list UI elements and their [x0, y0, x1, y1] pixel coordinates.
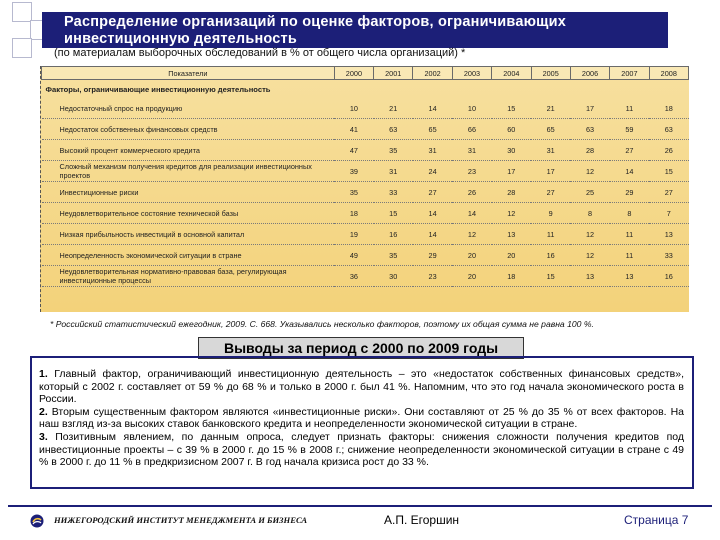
table-cell: 23 [452, 161, 491, 182]
table-cell: 20 [452, 266, 491, 287]
table-cell: 41 [334, 119, 373, 140]
table-cell: 60 [492, 119, 531, 140]
table-cell: 12 [570, 245, 609, 266]
table-cell: 21 [531, 98, 570, 119]
table-cell: 9 [531, 203, 570, 224]
table-cell: 13 [610, 266, 649, 287]
table-cell: 30 [492, 140, 531, 161]
table-cell: 39 [334, 161, 373, 182]
table-cell: 36 [334, 266, 373, 287]
year-header: 2001 [374, 67, 413, 80]
table-cell: 10 [452, 98, 491, 119]
slide-subtitle: (по материалам выборочных обследований в % от общего числа организаций) * [54, 47, 466, 59]
footnote: * Российский статистический ежегодник, 2009. С. 668. Указывались несколько факторов, поэтому их общая сумма не равна 100 %. [50, 319, 594, 329]
table-cell: 11 [610, 245, 649, 266]
table-cell: 11 [610, 98, 649, 119]
table-cell: 15 [492, 98, 531, 119]
table-cell: 13 [570, 266, 609, 287]
table-cell: 11 [531, 224, 570, 245]
page-number: Страница 7 [624, 513, 689, 527]
table-row [42, 182, 689, 203]
table-cell: 23 [413, 266, 452, 287]
table-cell: 29 [610, 182, 649, 203]
year-header: 2000 [334, 67, 373, 80]
table-cell: 17 [531, 161, 570, 182]
table-cell: 18 [492, 266, 531, 287]
table-cell: 59 [610, 119, 649, 140]
table-cell: 8 [570, 203, 609, 224]
table-cell: 15 [531, 266, 570, 287]
table-cell: 35 [374, 245, 413, 266]
table-cell: 17 [492, 161, 531, 182]
table-row [42, 203, 689, 224]
table-cell: 20 [452, 245, 491, 266]
table-cell: 17 [570, 98, 609, 119]
table-cell: 35 [374, 140, 413, 161]
conclusion-item: 1. Главный фактор, ограничивающий инвестиционную деятельность – это «недостаток собственных финансовых средств», который с 2002 г. составляет от 59 % до 68 % и только в 2000 г. был 41 %. Напомним, что это год начала экономического роста в России. [39, 368, 684, 406]
year-header: 2008 [649, 67, 688, 80]
table-cell: 33 [374, 182, 413, 203]
table-cell: 31 [531, 140, 570, 161]
row-label: Недостаточный спрос на продукцию [42, 98, 335, 119]
table-row [42, 224, 689, 245]
year-header: 2005 [531, 67, 570, 80]
year-header: 2007 [610, 67, 649, 80]
table-cell: 16 [531, 245, 570, 266]
table-cell: 10 [334, 98, 373, 119]
row-label: Недостаток собственных финансовых средств [42, 119, 335, 140]
table-cell: 63 [374, 119, 413, 140]
factors-table [40, 66, 689, 312]
year-header: 2003 [452, 67, 491, 80]
author-name: А.П. Егоршин [384, 513, 460, 527]
table-cell: 31 [413, 140, 452, 161]
table-cell: 7 [649, 203, 688, 224]
table-cell: 14 [452, 203, 491, 224]
table-cell: 31 [452, 140, 491, 161]
table-cell: 24 [413, 161, 452, 182]
table-cell: 31 [374, 161, 413, 182]
section-label: Факторы, ограничивающие инвестиционную деятельность [45, 84, 271, 94]
decor-square [12, 38, 32, 58]
table-cell: 27 [649, 182, 688, 203]
table-cell: 26 [649, 140, 688, 161]
table-cell: 63 [649, 119, 688, 140]
table-cell: 16 [374, 224, 413, 245]
table-header-row [42, 67, 689, 80]
institute-name: НИЖЕГОРОДСКИЙ ИНСТИТУТ МЕНЕДЖМЕНТА И БИЗНЕСА [54, 515, 308, 525]
table-row [42, 98, 689, 119]
table-cell: 26 [452, 182, 491, 203]
table-cell: 28 [492, 182, 531, 203]
row-label: Сложный механизм получения кредитов для реализации инвестиционных проектов [42, 161, 335, 182]
section-row [42, 80, 689, 99]
table-cell: 28 [570, 140, 609, 161]
conclusions-box [30, 356, 694, 489]
row-label: Низкая прибыльность инвестиций в основной капитал [42, 224, 335, 245]
table-cell: 16 [649, 266, 688, 287]
table-cell: 18 [334, 203, 373, 224]
year-header: 2004 [492, 67, 531, 80]
year-header: 2002 [413, 67, 452, 80]
table-cell: 12 [570, 224, 609, 245]
table-cell: 20 [492, 245, 531, 266]
table-cell: 12 [452, 224, 491, 245]
table-cell: 13 [649, 224, 688, 245]
table-cell: 21 [374, 98, 413, 119]
table-cell: 11 [610, 224, 649, 245]
table-cell: 19 [334, 224, 373, 245]
table-row [42, 266, 689, 287]
table-cell: 15 [649, 161, 688, 182]
row-label: Инвестиционные риски [42, 182, 335, 203]
table-row [42, 119, 689, 140]
table-cell: 14 [413, 203, 452, 224]
table-cell: 12 [570, 161, 609, 182]
table-cell: 12 [492, 203, 531, 224]
table-cell: 27 [610, 140, 649, 161]
table-cell: 47 [334, 140, 373, 161]
table-row [42, 161, 689, 182]
table-cell: 14 [413, 98, 452, 119]
conclusion-item: 2. Вторым существенным фактором являются «инвестиционные риски». Они составляют от 25 % до 35 % от всех факторов. На наш взгляд из-за высоких ставок банковского кредита и неопределенности экономической ситуации в стране. [39, 405, 684, 431]
row-label: Неопределенность экономической ситуации в стране [42, 245, 335, 266]
table-cell: 13 [492, 224, 531, 245]
table-cell: 49 [334, 245, 373, 266]
table-row [42, 245, 689, 266]
table-cell: 14 [413, 224, 452, 245]
year-header: 2006 [570, 67, 609, 80]
table-cell: 33 [649, 245, 688, 266]
table-cell: 8 [610, 203, 649, 224]
row-label: Неудовлетворительная нормативно-правовая база, регулирующая инвестиционные процессы [42, 266, 335, 287]
table-cell: 27 [531, 182, 570, 203]
decor-square [12, 2, 32, 22]
table-cell: 63 [570, 119, 609, 140]
table-row [42, 140, 689, 161]
table-cell: 65 [531, 119, 570, 140]
table-cell: 65 [413, 119, 452, 140]
table-cell: 15 [374, 203, 413, 224]
indicator-header: Показатели [42, 67, 335, 80]
conclusion-item: 3. Позитивным явлением, по данным опроса, следует признать факторы: снижения сложности получения кредитов под инвестиционные проекты – с 39 % в 2000 г. до 15 % в 2008 г.; снижение неопределенности экономической ситуации в стране с 49 % в 2000 г. до 11 % в предкризисном 2007 г. В год начала кризиса рост до 33 %. [39, 430, 684, 469]
slide-title: Распределение организаций по оценке факторов, ограничивающих инвестиционную деятельность [42, 12, 668, 48]
table-cell: 27 [413, 182, 452, 203]
institute-logo-icon [30, 514, 44, 528]
row-label: Высокий процент коммерческого кредита [42, 140, 335, 161]
table-cell: 66 [452, 119, 491, 140]
table-cell: 25 [570, 182, 609, 203]
table-cell: 29 [413, 245, 452, 266]
row-label: Неудовлетворительное состояние технической базы [42, 203, 335, 224]
table-cell: 35 [334, 182, 373, 203]
table-cell: 30 [374, 266, 413, 287]
conclusions-title: Выводы за период с 2000 по 2009 годы [198, 337, 524, 359]
footer-divider [8, 505, 712, 507]
table-cell: 14 [610, 161, 649, 182]
table-cell: 18 [649, 98, 688, 119]
